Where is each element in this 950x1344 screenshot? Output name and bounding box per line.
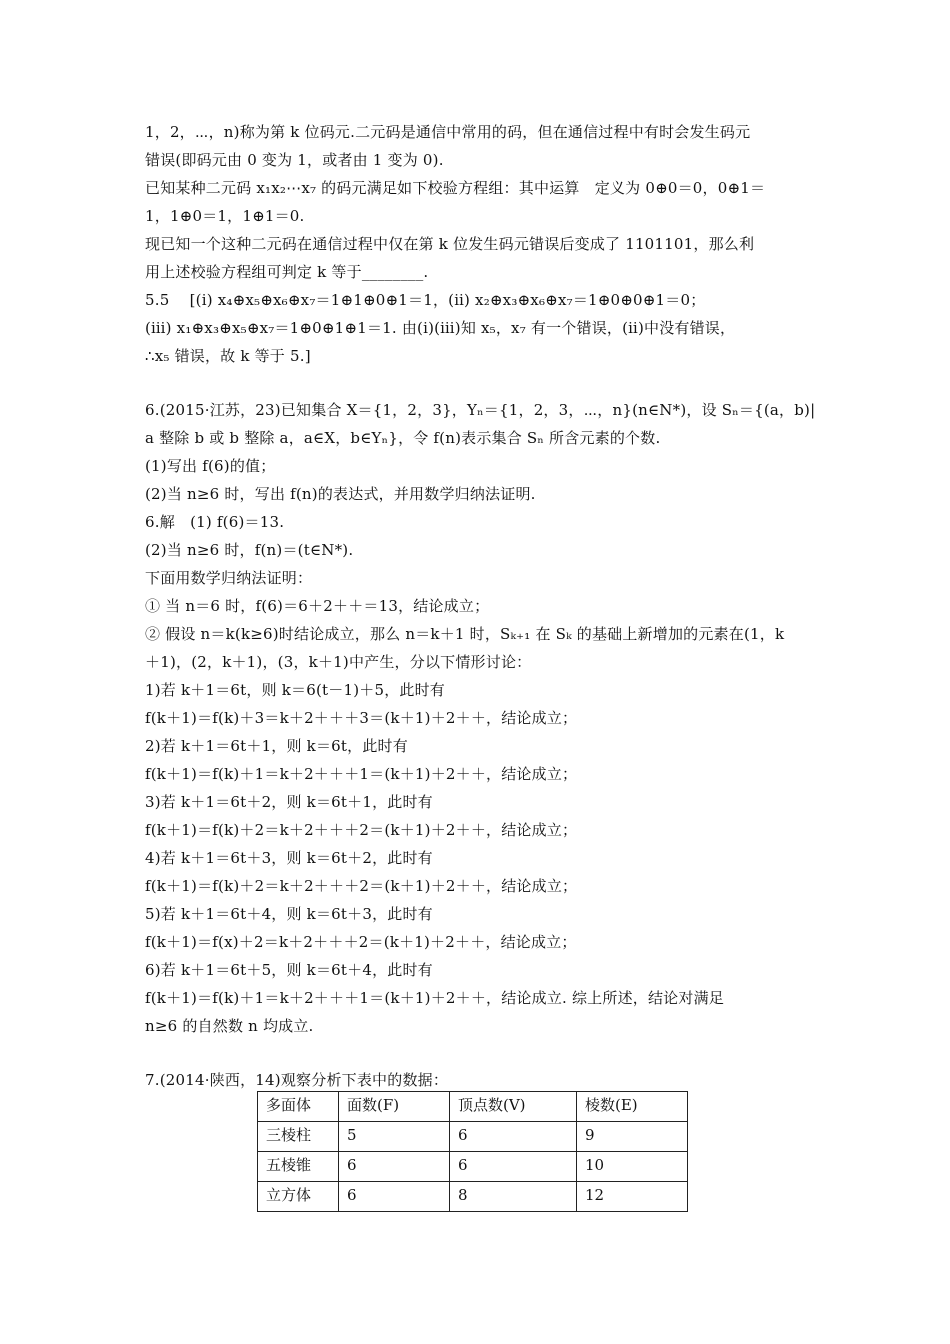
text-line: 现已知一个这种二元码在通信过程中仅在第 k 位发生码元错误后变成了 1101101，那么利 [145, 235, 755, 253]
solution-line: 6)若 k＋1＝6t＋5，则 k＝6t＋4，此时有 [145, 961, 433, 979]
solution-line: 1)若 k＋1＝6t，则 k＝6(t－1)＋5，此时有 [145, 681, 445, 699]
table-header-cell: 面数(F) [339, 1092, 450, 1122]
table-row [258, 1182, 688, 1212]
table-cell: 6 [339, 1152, 450, 1182]
solution-line: f(k＋1)＝f(k)＋2＝k＋2＋＋＋2＝(k＋1)＋2＋＋，结论成立； [145, 877, 578, 895]
solution-line: ＋1)，(2，k＋1)，(3，k＋1)中产生，分以下情形讨论： [145, 653, 532, 671]
solution-line: ① 当 n＝6 时，f(6)＝6＋2＋＋＝13，结论成立； [145, 597, 490, 615]
document-body [145, 118, 825, 1094]
table-cell: 6 [450, 1122, 577, 1152]
solution-line: n≥6 的自然数 n 均成立. [145, 1017, 314, 1035]
table-cell: 三棱柱 [258, 1122, 339, 1152]
spacer [145, 1040, 825, 1066]
answer-line: (ⅲ) x₁⊕x₃⊕x₅⊕x₇＝1⊕0⊕1⊕1＝1. 由(ⅰ)(ⅲ)知 x₅，x₇ 有一个错误，(ⅱ)中没有错误， [145, 319, 736, 337]
table-row [258, 1152, 688, 1182]
answer-line: ∴x₅ 错误，故 k 等于 5.] [145, 347, 311, 365]
text-line: 1，1⊕0＝1，1⊕1＝0. [145, 207, 305, 225]
solution-line: f(k＋1)＝f(k)＋2＝k＋2＋＋＋2＝(k＋1)＋2＋＋，结论成立； [145, 821, 578, 839]
solution-line: (2)当 n≥6 时，f(n)＝(t∈N*). [145, 541, 354, 559]
text-line: 错误(即码元由 0 变为 1，或者由 1 变为 0). [145, 151, 444, 169]
table-cell: 10 [577, 1152, 688, 1182]
table-cell: 五棱锥 [258, 1152, 339, 1182]
solution-line: 2)若 k＋1＝6t＋1，则 k＝6t，此时有 [145, 737, 408, 755]
problem-line: (2)当 n≥6 时，写出 f(n)的表达式，并用数学归纳法证明. [145, 485, 536, 503]
solution-line: ② 假设 n＝k(k≥6)时结论成立，那么 n＝k＋1 时，Sₖ₊₁ 在 Sₖ 的基础上新增加的元素在(1，k [145, 625, 785, 643]
table-cell: 6 [450, 1152, 577, 1182]
problem-line: a 整除 b 或 b 整除 a，a∈X，b∈Yₙ}，令 f(n)表示集合 Sₙ 所含元素的个数. [145, 429, 661, 447]
table-header-row [258, 1092, 688, 1122]
answer-line: 5.5 [(ⅰ) x₄⊕x₅⊕x₆⊕x₇＝1⊕1⊕0⊕1＝1，(ⅱ) x₂⊕x₃⊕x₆⊕x₇＝1⊕0⊕0⊕1＝0； [145, 291, 706, 309]
table-cell: 9 [577, 1122, 688, 1152]
spacer [145, 370, 825, 396]
text-line: 1，2，⋯，n)称为第 k 位码元.二元码是通信中常用的码，但在通信过程中有时会发生码元 [145, 123, 751, 141]
polyhedra-table [257, 1091, 688, 1212]
problem-line: 7.(2014·陕西，14)观察分析下表中的数据： [145, 1071, 449, 1089]
solution-line: f(k＋1)＝f(k)＋1＝k＋2＋＋＋1＝(k＋1)＋2＋＋，结论成立； [145, 765, 578, 783]
problem-line: 6.(2015·江苏，23)已知集合 X＝{1，2，3}，Yₙ＝{1，2，3，⋯，n}(n∈N*)，设 Sₙ＝{(a，b)| [145, 401, 816, 419]
table-cell: 5 [339, 1122, 450, 1152]
table-cell: 8 [450, 1182, 577, 1212]
solution-line: f(k＋1)＝f(x)＋2＝k＋2＋＋＋2＝(k＋1)＋2＋＋，结论成立； [145, 933, 577, 951]
table-row [258, 1122, 688, 1152]
table-cell: 立方体 [258, 1182, 339, 1212]
table-cell: 6 [339, 1182, 450, 1212]
table-header-cell: 顶点数(V) [450, 1092, 577, 1122]
solution-line: 6.解 (1) f(6)＝13. [145, 513, 285, 531]
solution-line: f(k＋1)＝f(k)＋1＝k＋2＋＋＋1＝(k＋1)＋2＋＋，结论成立. 综上所述，结论对满足 [145, 989, 724, 1007]
problem-line: (1)写出 f(6)的值； [145, 457, 276, 475]
text-line: 已知某种二元码 x₁x₂⋯x₇ 的码元满足如下校验方程组：其中运算 定义为 0⊕0＝0，0⊕1＝ [145, 179, 766, 197]
table-header-cell: 多面体 [258, 1092, 339, 1122]
solution-line: 3)若 k＋1＝6t＋2，则 k＝6t＋1，此时有 [145, 793, 433, 811]
solution-line: 下面用数学归纳法证明： [145, 569, 313, 587]
solution-line: 4)若 k＋1＝6t＋3，则 k＝6t＋2，此时有 [145, 849, 433, 867]
table-cell: 12 [577, 1182, 688, 1212]
text-line: 用上述校验方程组可判定 k 等于________. [145, 263, 429, 281]
solution-line: f(k＋1)＝f(k)＋3＝k＋2＋＋＋3＝(k＋1)＋2＋＋，结论成立； [145, 709, 578, 727]
table-header-cell: 棱数(E) [577, 1092, 688, 1122]
solution-line: 5)若 k＋1＝6t＋4，则 k＝6t＋3，此时有 [145, 905, 433, 923]
